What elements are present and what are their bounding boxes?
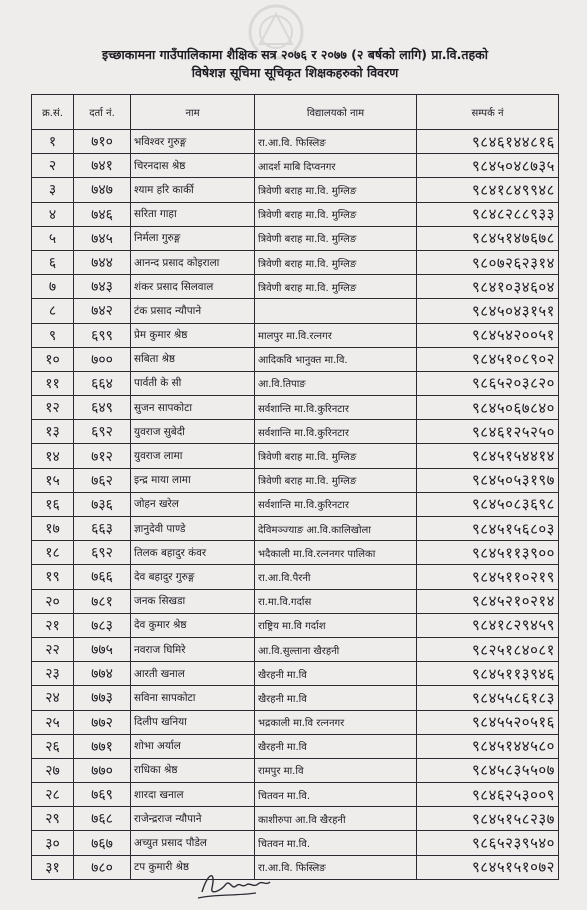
name-cell: अच्युत प्रसाद पौडेल (131, 831, 255, 855)
contact-cell: ९८४५१५८२३७ (417, 807, 559, 831)
serial-cell: १४ (32, 444, 74, 468)
serial-cell: १५ (32, 468, 74, 492)
name-cell: आनन्द प्रसाद कोइराला (131, 250, 255, 274)
contact-cell: ९८४६१४४८१६ (417, 130, 559, 154)
contact-cell: ९८४५०४८७३५ (417, 154, 559, 178)
table-row (32, 541, 559, 565)
name-cell: सबिता श्रेष्ठ (131, 347, 255, 371)
school-cell: रा.मा.वि.गर्दास (255, 589, 417, 613)
school-cell: आदर्श माबि दिप्वनगर (255, 154, 417, 178)
school-cell: रा.आ.वि. फिस्लिङ (255, 130, 417, 154)
serial-cell: २६ (32, 734, 74, 758)
name-cell: निर्मला गुरुङ्ग (131, 226, 255, 250)
contact-cell: ९८४५०५३१९७ (417, 468, 559, 492)
serial-cell: ९ (32, 323, 74, 347)
serial-cell: १२ (32, 396, 74, 420)
contact-cell: ९८४५११०२१९ (417, 565, 559, 589)
contact-cell: ९८४५८३५५०७ (417, 758, 559, 782)
registration-cell: ७१० (74, 130, 131, 154)
serial-cell: ५ (32, 226, 74, 250)
registration-cell: ७४१ (74, 154, 131, 178)
registration-cell: ७६९ (74, 783, 131, 807)
name-cell: राजेन्द्रराज न्यौपाने (131, 807, 255, 831)
school-cell: त्रिवेणी बराह मा.वि. मुग्लिङ (255, 275, 417, 299)
registration-cell: ६९२ (74, 420, 131, 444)
serial-cell: १३ (32, 420, 74, 444)
registration-cell: ७६२ (74, 468, 131, 492)
name-cell: टंक प्रसाद न्यौपाने (131, 299, 255, 323)
name-cell: आरती खनाल (131, 662, 255, 686)
table-row (32, 662, 559, 686)
name-cell: राधिका श्रेष्ठ (131, 758, 255, 782)
serial-cell: ११ (32, 371, 74, 395)
contact-cell: ९८२५१८४०८१ (417, 637, 559, 661)
table-row (32, 831, 559, 855)
table-header-row (32, 95, 559, 130)
school-cell: आ.वि.तिपाङ (255, 371, 417, 395)
name-cell: सरिता गाहा (131, 202, 255, 226)
school-cell: चितवन मा.वि. (255, 831, 417, 855)
school-cell: काशीरुपा आ.वि खैरहनी (255, 807, 417, 831)
registration-cell: ६४९ (74, 396, 131, 420)
name-cell: दिलीप खनिया (131, 710, 255, 734)
registration-cell: ७७४ (74, 662, 131, 686)
name-cell: सुजन सापकोटा (131, 396, 255, 420)
registration-cell: ७७१ (74, 734, 131, 758)
name-cell: शंकर प्रसाद सिलवाल (131, 275, 255, 299)
school-cell: राष्ट्रिय मा.वि गर्दाश (255, 613, 417, 637)
table-row (32, 130, 559, 154)
serial-cell: ३१ (32, 855, 74, 879)
table-body (32, 130, 559, 880)
school-cell: त्रिवेणी बराह मा.वि. मुग्लिङ (255, 250, 417, 274)
registration-cell: ७८३ (74, 613, 131, 637)
school-cell: देविमञ्ज्याङ आ.वि.कालिखोला (255, 517, 417, 541)
name-cell: शोभा अर्याल (131, 734, 255, 758)
table-row (32, 371, 559, 395)
serial-cell: २१ (32, 613, 74, 637)
name-cell: ज्ञानुदेवी पाण्डे (131, 517, 255, 541)
serial-cell: १ (32, 130, 74, 154)
serial-cell: २७ (32, 758, 74, 782)
name-cell: श्याम हरि कार्की (131, 178, 255, 202)
registration-cell: ७३६ (74, 492, 131, 516)
serial-cell: ७ (32, 275, 74, 299)
table-row (32, 565, 559, 589)
name-cell: पार्वती के सी (131, 371, 255, 395)
table-row (32, 783, 559, 807)
contact-cell: ९८४१०३४६०४ (417, 275, 559, 299)
registration-cell: ७४२ (74, 299, 131, 323)
header-school: विद्यालयको नाम (255, 95, 417, 130)
heading-line-1: इच्छाकामना गाउँपालिकामा शैक्षिक सत्र २०७६ र २०७७ (२ बर्षको लागि) प्रा.वि.तहको (102, 47, 488, 62)
serial-cell: ४ (32, 202, 74, 226)
serial-cell: २५ (32, 710, 74, 734)
name-cell: भविश्वर गुरुङ्ग (131, 130, 255, 154)
name-cell: देव बहादुर गुरुङ्ग (131, 565, 255, 589)
registration-cell: ६९२ (74, 541, 131, 565)
school-cell: त्रिवेणी बराह मा.वि. मुग्लिङ (255, 178, 417, 202)
serial-cell: ३० (32, 831, 74, 855)
contact-cell: ९८४५११३९४६ (417, 662, 559, 686)
registration-cell: ७४३ (74, 275, 131, 299)
registration-cell: ७४७ (74, 178, 131, 202)
table-row (32, 589, 559, 613)
registration-cell: ७१२ (74, 444, 131, 468)
registration-cell: ७८१ (74, 589, 131, 613)
contact-cell: ९८४५१५४४१४ (417, 444, 559, 468)
school-cell: सर्वशान्ति मा.वि.कुरिनटार (255, 420, 417, 444)
table-row (32, 420, 559, 444)
header-registration: दर्ता नं. (74, 95, 131, 130)
registration-cell: ७४५ (74, 226, 131, 250)
name-cell: युवराज सुबेदी (131, 420, 255, 444)
table-row (32, 226, 559, 250)
table-row (32, 347, 559, 371)
table-row (32, 807, 559, 831)
serial-cell: १६ (32, 492, 74, 516)
table-row (32, 178, 559, 202)
serial-cell: ८ (32, 299, 74, 323)
contact-cell: ९८४१८४९९४८ (417, 178, 559, 202)
name-cell: प्रेम कुमार श्रेष्ठ (131, 323, 255, 347)
contact-cell: ९८४५११३९०० (417, 541, 559, 565)
name-cell: नवराज घिमिरे (131, 637, 255, 661)
school-cell: आ.वि.सुल्ताना खैरहनी (255, 637, 417, 661)
serial-cell: २ (32, 154, 74, 178)
contact-cell: ९८४५५८६१८३ (417, 686, 559, 710)
registration-cell: ७८० (74, 855, 131, 879)
name-cell: सविना सापकोटा (131, 686, 255, 710)
serial-cell: १९ (32, 565, 74, 589)
school-cell: त्रिवेणी बराह मा.वि. मुग्लिङ (255, 444, 417, 468)
school-cell: खैरहनी मा.वि (255, 686, 417, 710)
table-row (32, 202, 559, 226)
contact-cell: ९८४५१४७६७८ (417, 226, 559, 250)
school-cell: त्रिवेणी बराह मा.वि. मुग्लिङ (255, 468, 417, 492)
table-row (32, 444, 559, 468)
table-row (32, 275, 559, 299)
registration-cell: ७७५ (74, 637, 131, 661)
table-row (32, 686, 559, 710)
registration-cell: ७६८ (74, 807, 131, 831)
registration-cell: ७७० (74, 758, 131, 782)
table-row (32, 396, 559, 420)
contact-cell: ९८४६१२५२५० (417, 420, 559, 444)
school-cell: त्रिवेणी बराह मा.वि. मुग्लिङ (255, 226, 417, 250)
serial-cell: २२ (32, 637, 74, 661)
header-name: नाम (131, 95, 255, 130)
registration-cell: ७७२ (74, 710, 131, 734)
table-row (32, 517, 559, 541)
contact-cell: ९८४५०६७८४० (417, 396, 559, 420)
contact-cell: ९८०७२६२३१४ (417, 250, 559, 274)
name-cell: जोहन खरेल (131, 492, 255, 516)
table-row (32, 710, 559, 734)
header-serial: क्र.सं. (32, 95, 74, 130)
table-row (32, 299, 559, 323)
school-cell: आदिकवि भानुक्त मा.वि. (255, 347, 417, 371)
contact-cell: ९८४५२१०२१४ (417, 589, 559, 613)
serial-cell: ६ (32, 250, 74, 274)
school-cell: रामपुर मा.वि (255, 758, 417, 782)
school-cell (255, 299, 417, 323)
serial-cell: २३ (32, 662, 74, 686)
name-cell: देव कुमार श्रेष्ठ (131, 613, 255, 637)
serial-cell: २९ (32, 807, 74, 831)
teacher-list-table (31, 94, 559, 880)
school-cell: मालपुर मा.वि.रत्नगर (255, 323, 417, 347)
signature (196, 866, 276, 902)
table-row (32, 250, 559, 274)
table-row (32, 855, 559, 879)
serial-cell: ३ (32, 178, 74, 202)
school-cell: चितवन मा.वि. (255, 783, 417, 807)
name-cell: युवराज लामा (131, 444, 255, 468)
name-cell: चिरनदास श्रेष्ठ (131, 154, 255, 178)
contact-cell: ९८४५१५६८०३ (417, 517, 559, 541)
serial-cell: १७ (32, 517, 74, 541)
serial-cell: १८ (32, 541, 74, 565)
contact-cell: ९८४५१४४५८० (417, 734, 559, 758)
school-cell: भद्रकाली मा.वि रत्ननगर (255, 710, 417, 734)
serial-cell: २८ (32, 783, 74, 807)
school-cell: रा.आ.वि. फिस्लिङ (255, 855, 417, 879)
table-row (32, 758, 559, 782)
school-cell: खैरहनी मा.वि (255, 662, 417, 686)
serial-cell: १० (32, 347, 74, 371)
registration-cell: ७७३ (74, 686, 131, 710)
registration-cell: ६६३ (74, 517, 131, 541)
registration-cell: ७४६ (74, 202, 131, 226)
serial-cell: २० (32, 589, 74, 613)
registration-cell: ६९९ (74, 323, 131, 347)
name-cell: इन्द्र माया लामा (131, 468, 255, 492)
registration-cell: ७६६ (74, 565, 131, 589)
name-cell: जनक सिखडा (131, 589, 255, 613)
contact-cell: ९८६५२३९५४० (417, 831, 559, 855)
school-cell: सर्वशान्ति मा.वि.कुरिनटार (255, 396, 417, 420)
school-cell: रा.आ.वि.पैरनी (255, 565, 417, 589)
contact-cell: ९८४५४२००५१ (417, 323, 559, 347)
school-cell: खैरहनी मा.वि (255, 734, 417, 758)
registration-cell: ७६७ (74, 831, 131, 855)
header-contact: सम्पर्क नं (417, 95, 559, 130)
table-row (32, 734, 559, 758)
table-row (32, 637, 559, 661)
school-cell: भदैकाली मा.वि.रत्ननगर पालिका (255, 541, 417, 565)
registration-cell: ६६४ (74, 371, 131, 395)
contact-cell: ९८४५०८३६९८ (417, 492, 559, 516)
name-cell: शारदा खनाल (131, 783, 255, 807)
school-cell: त्रिवेणी बराह मा.वि. मुग्लिङ (255, 202, 417, 226)
contact-cell: ९८४५५२०५१६ (417, 710, 559, 734)
table-row (32, 154, 559, 178)
registration-cell: ७४४ (74, 250, 131, 274)
table-row (32, 468, 559, 492)
contact-cell: ९८६५२०३८२० (417, 371, 559, 395)
contact-cell: ९८४६२५३००९ (417, 783, 559, 807)
table-row (32, 613, 559, 637)
document-heading (30, 46, 560, 82)
table-row (32, 323, 559, 347)
contact-cell: ९८४८२८८९३३ (417, 202, 559, 226)
name-cell: तिलक बहादुर कंवर (131, 541, 255, 565)
registration-cell: ७०० (74, 347, 131, 371)
serial-cell: २४ (32, 686, 74, 710)
school-cell: सर्वशान्ति मा.वि.कुरिनटार (255, 492, 417, 516)
table-row (32, 492, 559, 516)
heading-line-2: विषेशज्ञ सूचिमा सूचिकृत शिक्षकहरुको विवरण (191, 65, 399, 80)
contact-cell: ९८४१८२९४५९ (417, 613, 559, 637)
contact-cell: ९८४५१५१०७२ (417, 855, 559, 879)
name-cell: टप कुमारी श्रेष्ठ (131, 855, 255, 879)
contact-cell: ९८४५०४३१५१ (417, 299, 559, 323)
contact-cell: ९८४५१०८९०२ (417, 347, 559, 371)
